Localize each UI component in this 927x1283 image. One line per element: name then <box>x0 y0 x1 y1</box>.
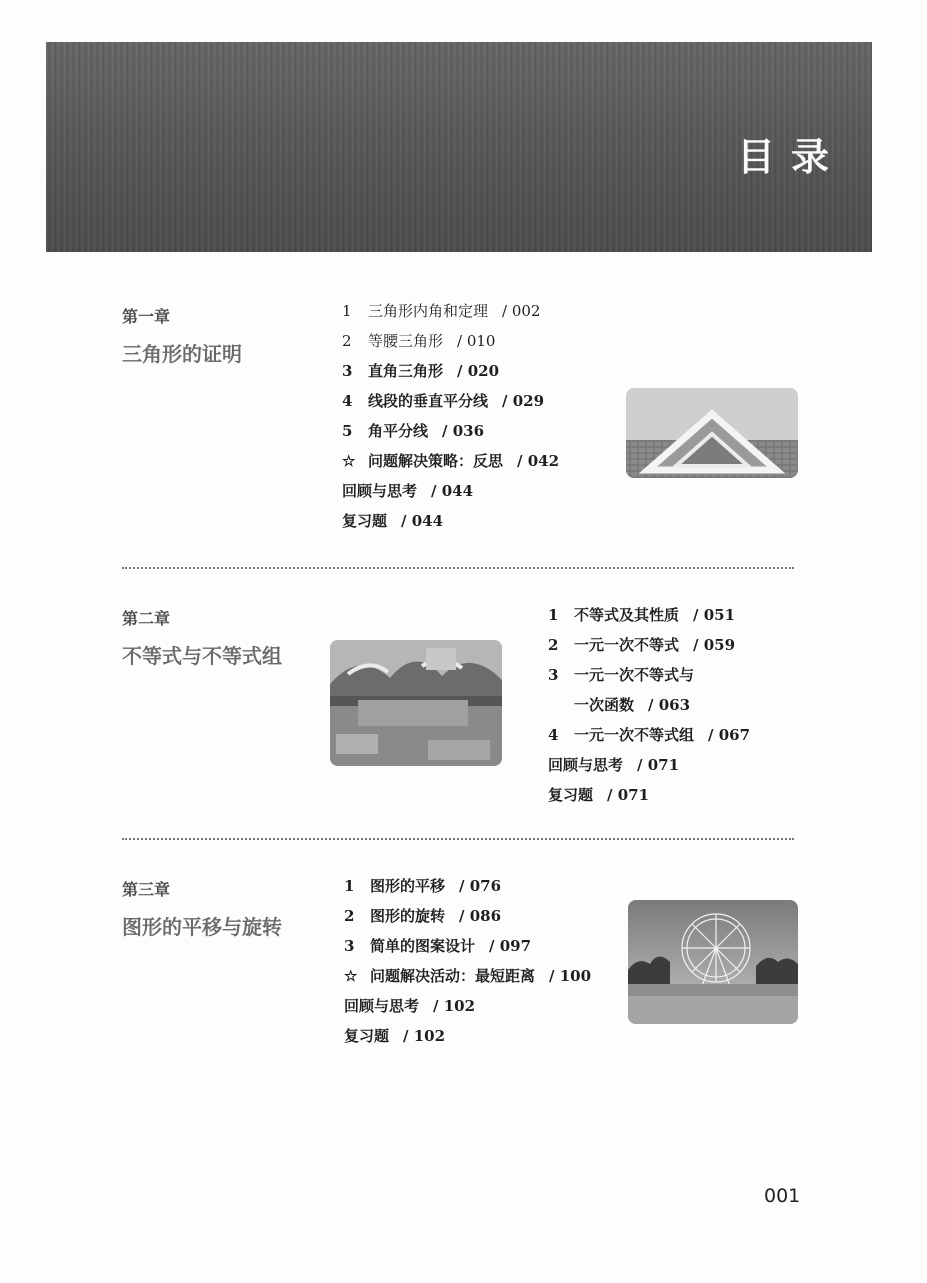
toc-item-number: 1 <box>344 877 355 895</box>
toc-item-page: / 010 <box>457 332 496 350</box>
toc-item-number: 3 <box>344 937 355 955</box>
toc-item[interactable] <box>342 446 559 476</box>
toc-item-page: / 086 <box>459 907 502 925</box>
toc-item-page: / 102 <box>433 997 476 1015</box>
toc-item-title: 回顾与思考 <box>342 482 418 500</box>
toc-item-page: / 100 <box>549 967 592 985</box>
toc-item-number: 1 <box>548 606 559 624</box>
toc-item-title: 一元一次不等式组 <box>574 726 695 744</box>
toc-item[interactable] <box>344 871 591 901</box>
toc-item[interactable] <box>344 961 591 991</box>
toc-item-page: / 102 <box>403 1027 446 1045</box>
chapter-2-number: 第二章 <box>122 609 171 628</box>
toc-item-title: 复习题 <box>548 786 594 804</box>
toc-item[interactable] <box>342 386 559 416</box>
chapter-1-title: 三角形的证明 <box>122 342 242 366</box>
toc-item-page: / 097 <box>489 937 532 955</box>
toc-item[interactable] <box>548 780 750 810</box>
toc-item[interactable] <box>548 630 750 660</box>
toc-item[interactable] <box>342 356 559 386</box>
toc-item[interactable] <box>548 750 750 780</box>
toc-item-number: 4 <box>548 726 559 744</box>
ferris-wheel-photo <box>628 900 798 1024</box>
section-divider <box>122 838 794 840</box>
toc-item[interactable] <box>548 600 750 630</box>
toc-item-page: / 071 <box>637 756 680 774</box>
toc-item[interactable] <box>342 416 559 446</box>
roof-photo <box>626 388 798 478</box>
toc-item-page: / 029 <box>502 392 545 410</box>
toc-item[interactable] <box>344 991 591 1021</box>
page-number: 001 <box>764 1185 801 1207</box>
chapter-1-toc <box>342 296 559 536</box>
chapter-3-toc <box>344 871 591 1051</box>
toc-item[interactable] <box>548 690 750 720</box>
toc-item-number: 4 <box>342 392 353 410</box>
toc-item[interactable] <box>344 901 591 931</box>
toc-item-title: 等腰三角形 <box>368 332 444 350</box>
toc-item-page: / 063 <box>648 696 691 714</box>
toc-item-title: 一元一次不等式与 <box>574 666 695 684</box>
toc-item-title: 回顾与思考 <box>548 756 624 774</box>
toc-item[interactable] <box>342 326 559 356</box>
toc-item-title: 直角三角形 <box>368 362 444 380</box>
toc-item-title: 三角形内角和定理 <box>368 302 489 320</box>
chapter-2-toc <box>548 600 750 810</box>
toc-item[interactable] <box>548 660 750 690</box>
chapter-1-number: 第一章 <box>122 307 171 326</box>
toc-item-page: / 044 <box>431 482 474 500</box>
chapter-3-number: 第三章 <box>122 880 171 899</box>
toc-item-title: 图形的平移 <box>370 877 446 895</box>
star-icon: ☆ <box>344 967 358 985</box>
toc-item-page: / 051 <box>693 606 736 624</box>
toc-item-title: 一次函数 <box>574 696 635 714</box>
toc-item-number: 2 <box>344 907 355 925</box>
toc-item-number: 5 <box>342 422 353 440</box>
toc-item-number: 3 <box>342 362 353 380</box>
toc-item-title: 回顾与思考 <box>344 997 420 1015</box>
toc-item-page: / 020 <box>457 362 500 380</box>
toc-item-title: 简单的图案设计 <box>370 937 476 955</box>
toc-item-title: 复习题 <box>344 1027 390 1045</box>
toc-item-title: 复习题 <box>342 512 388 530</box>
toc-item[interactable] <box>548 720 750 750</box>
toc-item[interactable] <box>344 1021 591 1051</box>
toc-item-number: 1 <box>342 302 352 320</box>
toc-item-page: / 002 <box>502 302 541 320</box>
toc-item-title: 一元一次不等式 <box>574 636 680 654</box>
toc-item-number: 2 <box>342 332 352 350</box>
star-icon: ☆ <box>342 452 356 470</box>
toc-item[interactable] <box>342 296 559 326</box>
toc-item-page: / 076 <box>459 877 502 895</box>
toc-item-page: / 044 <box>401 512 444 530</box>
chapter-3-title: 图形的平移与旋转 <box>122 915 282 939</box>
toc-item-number: 3 <box>548 666 559 684</box>
toc-item-title: 不等式及其性质 <box>574 606 680 624</box>
toc-item-number: 2 <box>548 636 559 654</box>
building-photo <box>330 640 502 766</box>
section-divider <box>122 567 794 569</box>
toc-item-title: 线段的垂直平分线 <box>368 392 489 410</box>
toc-item-title: 问题解决策略：反思 <box>368 452 504 470</box>
toc-item-page: / 067 <box>708 726 751 744</box>
toc-item-page: / 036 <box>442 422 485 440</box>
toc-item-page: / 042 <box>517 452 560 470</box>
chapter-2-title: 不等式与不等式组 <box>122 644 282 668</box>
toc-item-page: / 059 <box>693 636 736 654</box>
toc-item-title: 角平分线 <box>368 422 429 440</box>
toc-item-title: 问题解决活动：最短距离 <box>370 967 536 985</box>
toc-item-title: 图形的旋转 <box>370 907 446 925</box>
toc-item[interactable] <box>342 506 559 536</box>
toc-item[interactable] <box>342 476 559 506</box>
page-title: 目录 <box>736 135 845 179</box>
toc-item-page: / 071 <box>607 786 650 804</box>
toc-item[interactable] <box>344 931 591 961</box>
